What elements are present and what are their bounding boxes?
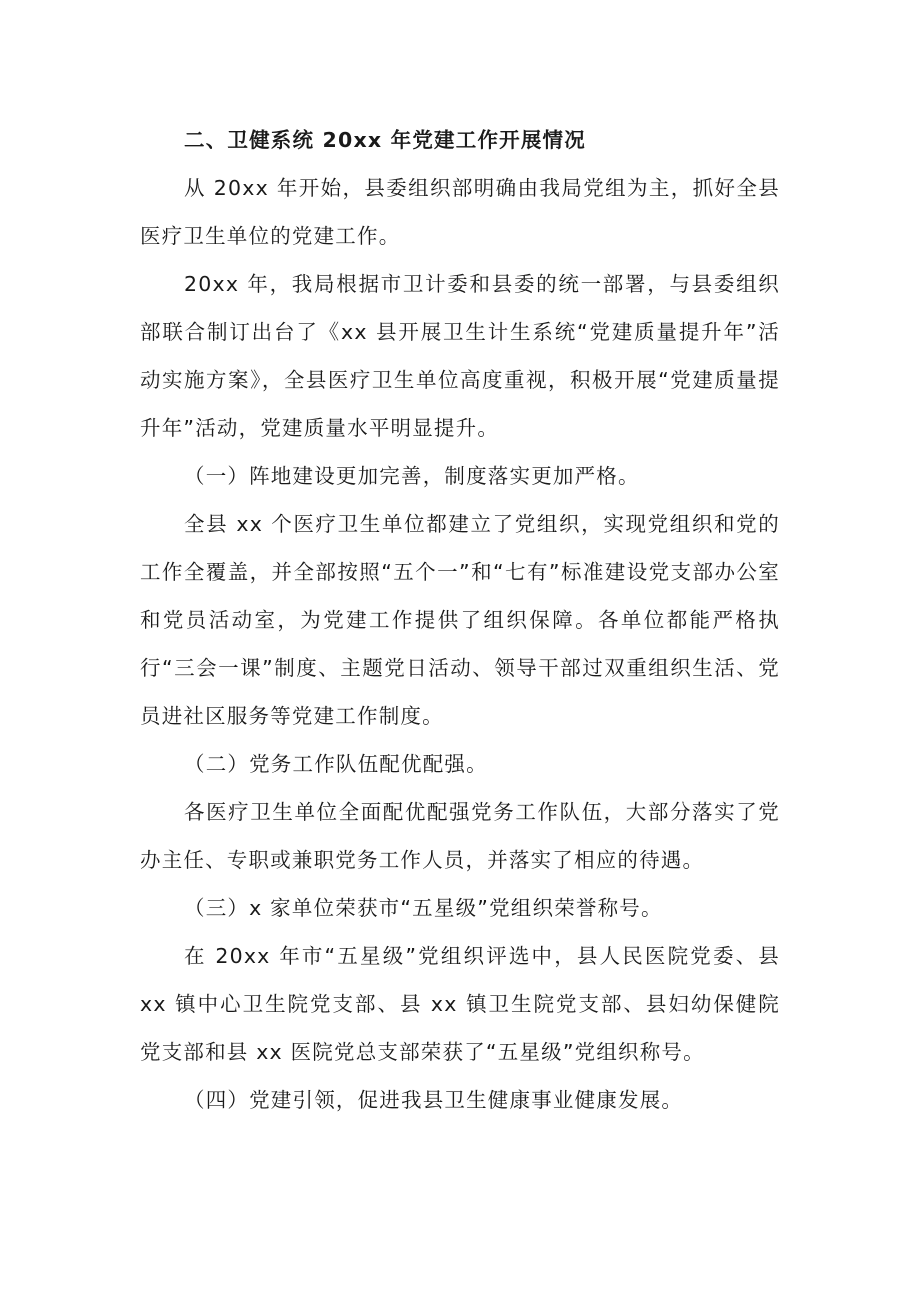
document-body [140, 116, 780, 1124]
section-title: 二、卫健系统 20xx 年党建工作开展情况 [184, 128, 586, 152]
paragraph-party-building-responsibility: 从 20xx 年开始，县委组织部明确由我局党组为主，抓好全县医疗卫生单位的党建工作。 [140, 176, 780, 248]
subheading-party-affairs-team: （二）党务工作队伍配优配强。 [184, 752, 488, 776]
subheading-party-leadership: （四）党建引领，促进我县卫生健康事业健康发展。 [184, 1088, 684, 1112]
subheading-five-star-honor: （三）x 家单位荣获市“五星级”党组织荣誉称号。 [184, 896, 663, 920]
subheading-position-building: （一）阵地建设更加完善，制度落实更加严格。 [184, 464, 640, 488]
paragraph-quality-improvement-year: 20xx 年，我局根据市卫计委和县委的统一部署，与县委组织部联合制订出台了《xx 县开展卫生计生系统“党建质量提升年”活动实施方案》，全县医疗卫生单位高度重视，积极开展“党建质量提升年”活动，党建质量水平明显提升。 [140, 272, 780, 440]
paragraph-party-organization-coverage: 全县 xx 个医疗卫生单位都建立了党组织，实现党组织和党的工作全覆盖，并全部按照“五个一”和“七有”标准建设党支部办公室和党员活动室，为党建工作提供了组织保障。各单位都能严格执行“三会一课”制度、主题党日活动、领导干部过双重组织生活、党员进社区服务等党建工作制度。 [140, 512, 780, 728]
paragraph-party-affairs-staffing: 各医疗卫生单位全面配优配强党务工作队伍，大部分落实了党办主任、专职或兼职党务工作人员，并落实了相应的待遇。 [140, 800, 780, 872]
paragraph-five-star-units: 在 20xx 年市“五星级”党组织评选中，县人民医院党委、县 xx 镇中心卫生院党支部、县 xx 镇卫生院党支部、县妇幼保健院党支部和县 xx 医院党总支部荣获了“五星级”党组织称号。 [140, 944, 780, 1064]
